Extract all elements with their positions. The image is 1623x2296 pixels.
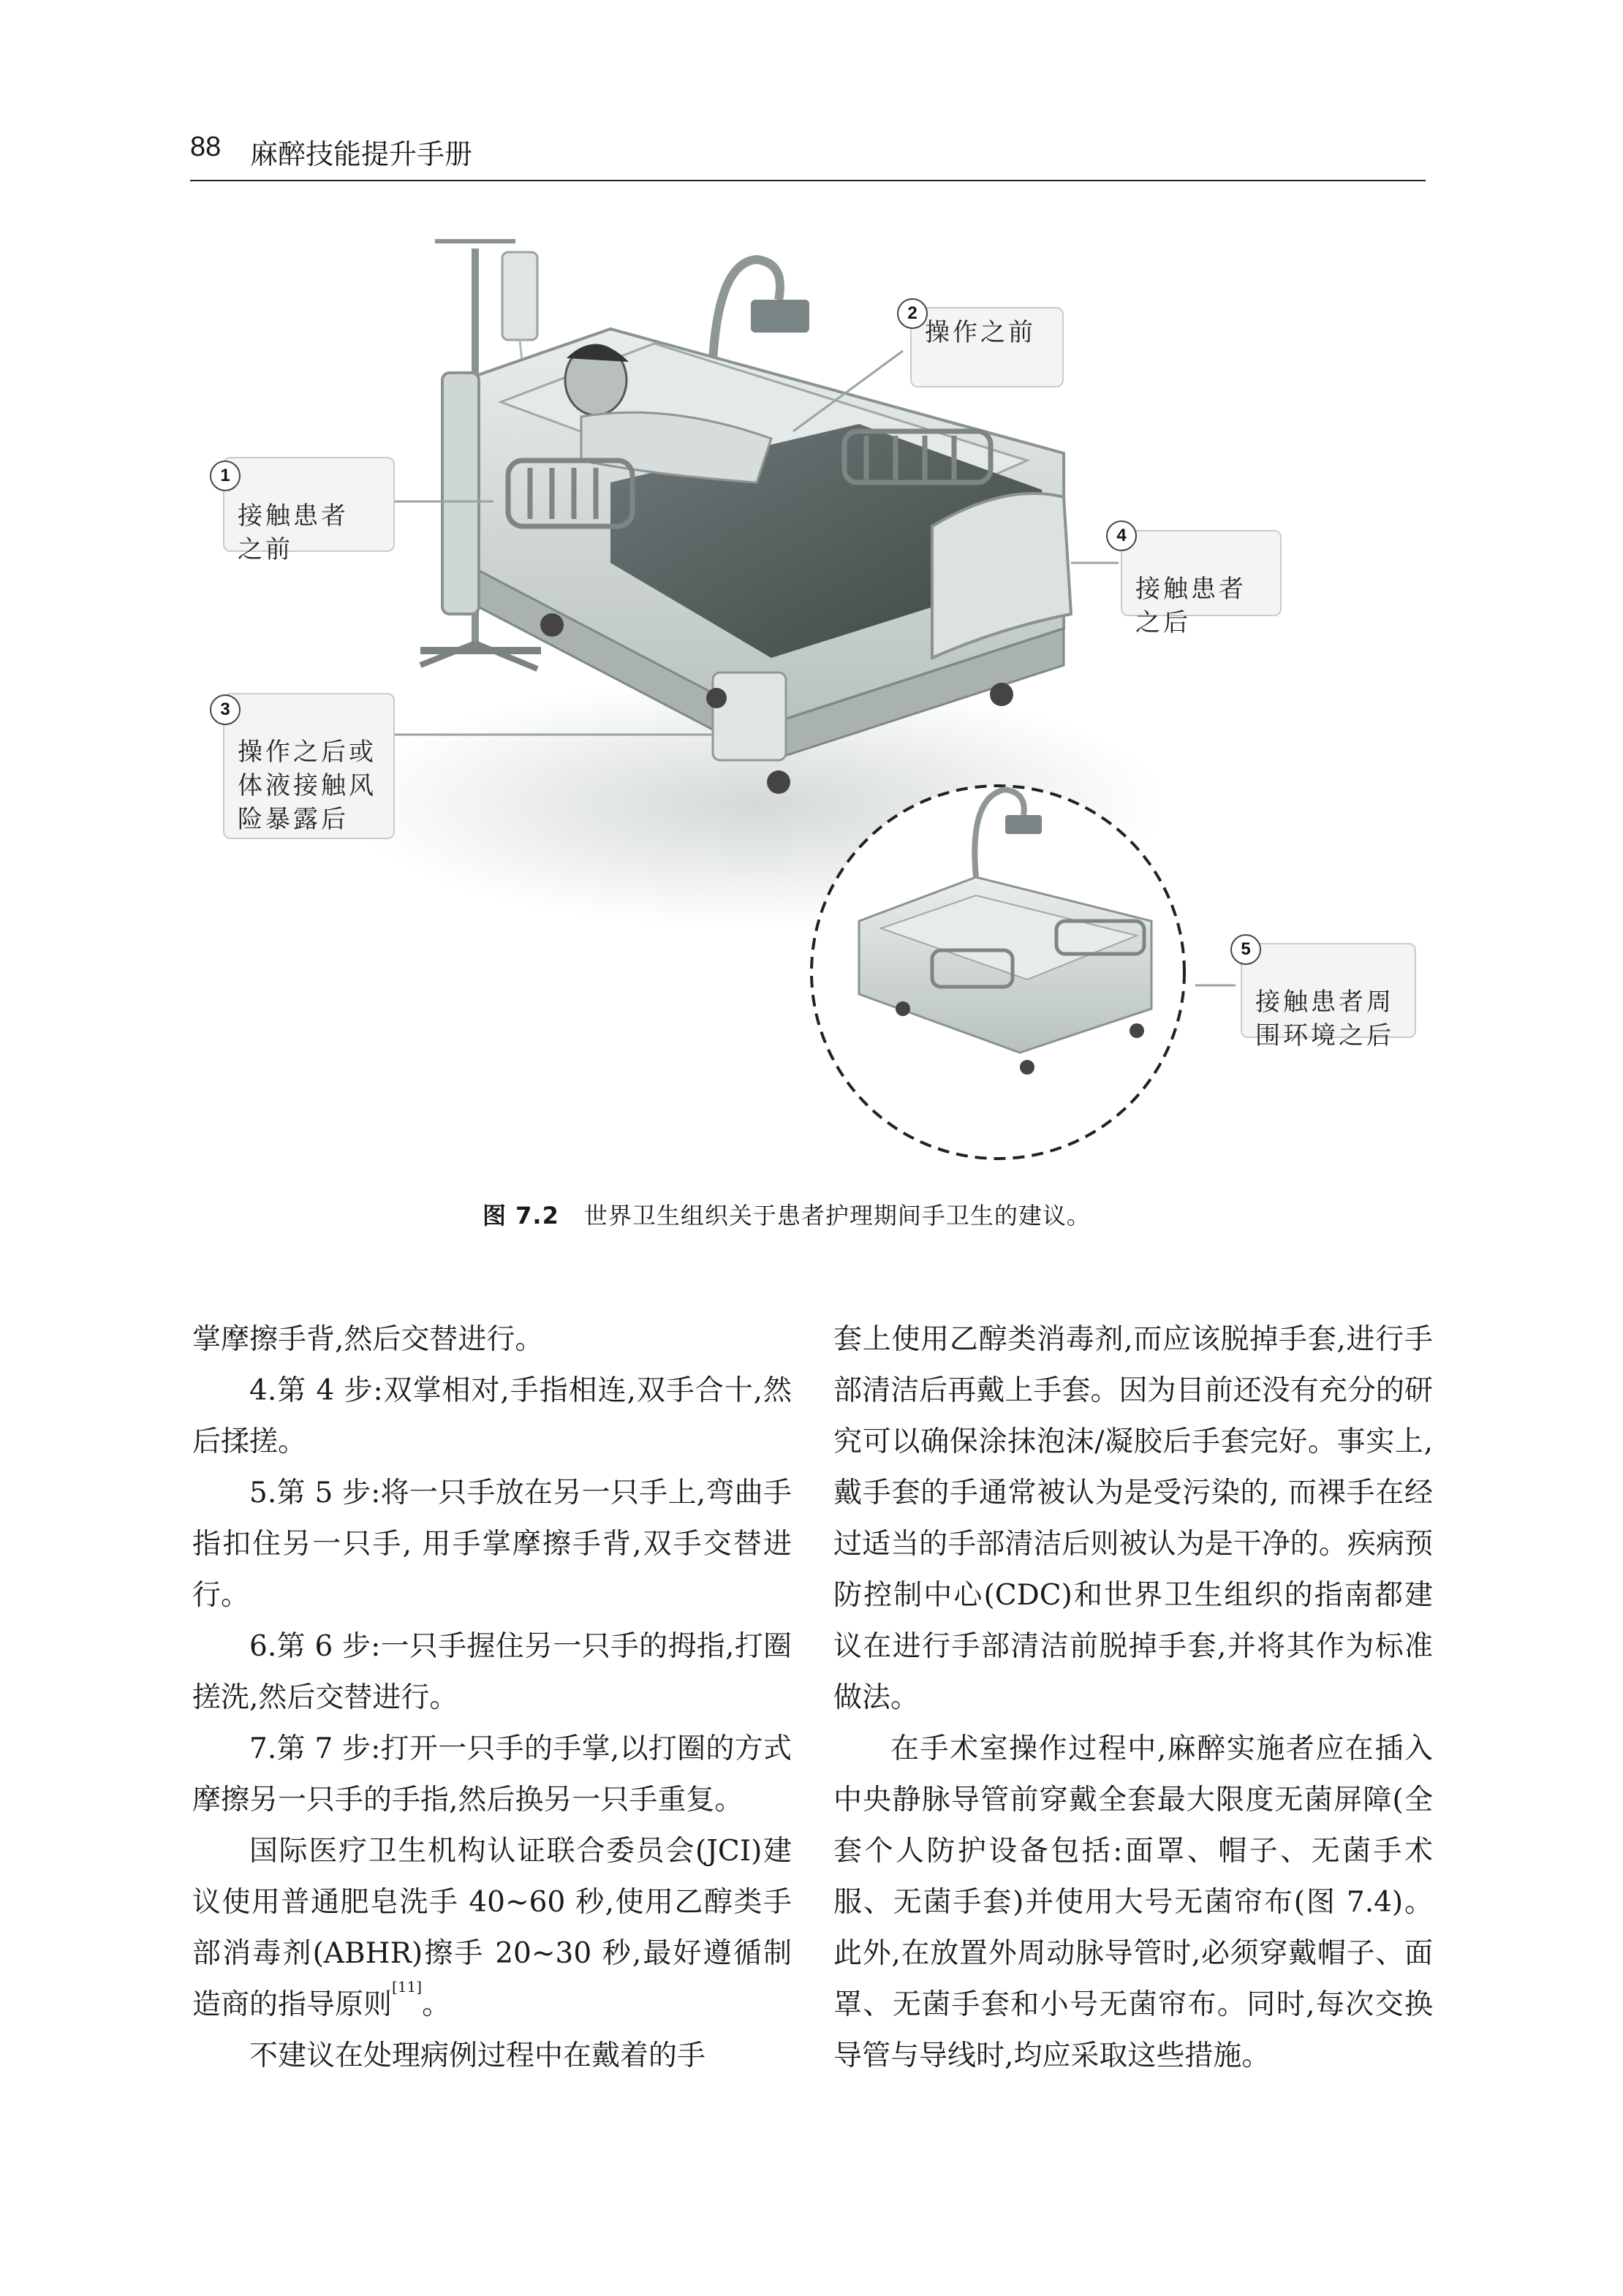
hospital-bed-figure — [201, 219, 1429, 1170]
figure-caption — [483, 1197, 1091, 1231]
book-title: 麻醉技能提升手册 — [250, 138, 473, 170]
page-number: 88 — [190, 132, 222, 162]
left-text-column — [192, 1314, 792, 2082]
callout-number-badge: 1 — [210, 461, 241, 491]
callout-text: 接触患者周 围环境之后 — [1255, 988, 1394, 1050]
figure-caption-text: 世界卫生组织关于患者护理期间手卫生的建议。 — [583, 1202, 1091, 1230]
paragraph-text: 国际医疗卫生机构认证联合委员会(JCI)建议使用普通肥皂洗手 40~60 秒,使用乙醇类手部消毒剂(ABHR)擦手 20~30 秒,最好遵循制造商的指导原则 — [192, 1835, 792, 2021]
drainage-bag — [713, 672, 786, 760]
right-text-column — [833, 1314, 1433, 2082]
figure-label: 图 7.2 — [483, 1202, 559, 1230]
callout-text: 接触患者 之后 — [1135, 575, 1246, 637]
callout-after-patient-contact — [1121, 530, 1282, 637]
callout-number-badge: 3 — [210, 694, 241, 725]
paragraph: 套上使用乙醇类消毒剂,而应该脱掉手套,进行手部清洁后再戴上手套。因为目前还没有充分的研究可以确保涂抹泡沫/凝胶后手套完好。事实上,戴手套的手通常被认为是受污染的, 而裸手在经过适当的手部清洁后则被认为是干净的。疾病预防控制中心(CDC)和世界卫生组织的指南都建议在进行手部清洁前脱掉手套,并将其作为标准做法。 — [833, 1323, 1433, 1714]
callout-number-badge: 5 — [1230, 934, 1261, 965]
paragraph-tail: 。 — [422, 1988, 451, 2021]
callout-before-procedure — [910, 307, 1064, 387]
callout-text: 操作之前 — [925, 318, 1036, 347]
paragraph: 在手术室操作过程中,麻醉实施者应在插入中央静脉导管前穿戴全套最大限度无菌屏障(全套个人防护设备包括:面罩、帽子、无菌手术服、无菌手套)并使用大号无菌帘布(图 7.4)。此外,在放置外周动脉导管时,必须穿戴帽子、面罩、无菌手套和小号无菌帘布。同时,每次交换导管与导线时,均应采取这些措施。 — [833, 1732, 1433, 2072]
callout-number-badge: 4 — [1106, 520, 1137, 551]
paragraph: 5.第 5 步:将一只手放在另一只手上,弯曲手指扣住另一只手, 用手掌摩擦手背,双手交替进行。 — [192, 1477, 792, 1612]
citation-reference: [11] — [392, 1978, 423, 1996]
callout-after-body-fluid-exposure — [223, 693, 395, 839]
paragraph: 掌摩擦手背,然后交替进行。 — [192, 1323, 544, 1356]
paragraph-with-reference — [192, 1826, 792, 2031]
paragraph: 6.第 6 步:一只手握住另一只手的拇指,打圈搓洗,然后交替进行。 — [192, 1630, 792, 1714]
paragraph: 4.第 4 步:双掌相对,手指相连,双手合十,然后揉搓。 — [192, 1374, 792, 1458]
callout-before-patient-contact — [223, 457, 395, 564]
page-header — [190, 129, 1426, 181]
callout-text: 操作之后或 体液接触风 险暴露后 — [238, 738, 377, 834]
paragraph: 7.第 7 步:打开一只手的手掌,以打圈的方式摩擦另一只手的手指,然后换另一只手重复。 — [192, 1732, 792, 1816]
paragraph: 不建议在处理病例过程中在戴着的手 — [249, 2039, 706, 2072]
callout-text: 接触患者 之前 — [238, 501, 349, 564]
callout-after-environment-contact — [1241, 943, 1416, 1050]
callout-number-badge: 2 — [897, 298, 928, 329]
